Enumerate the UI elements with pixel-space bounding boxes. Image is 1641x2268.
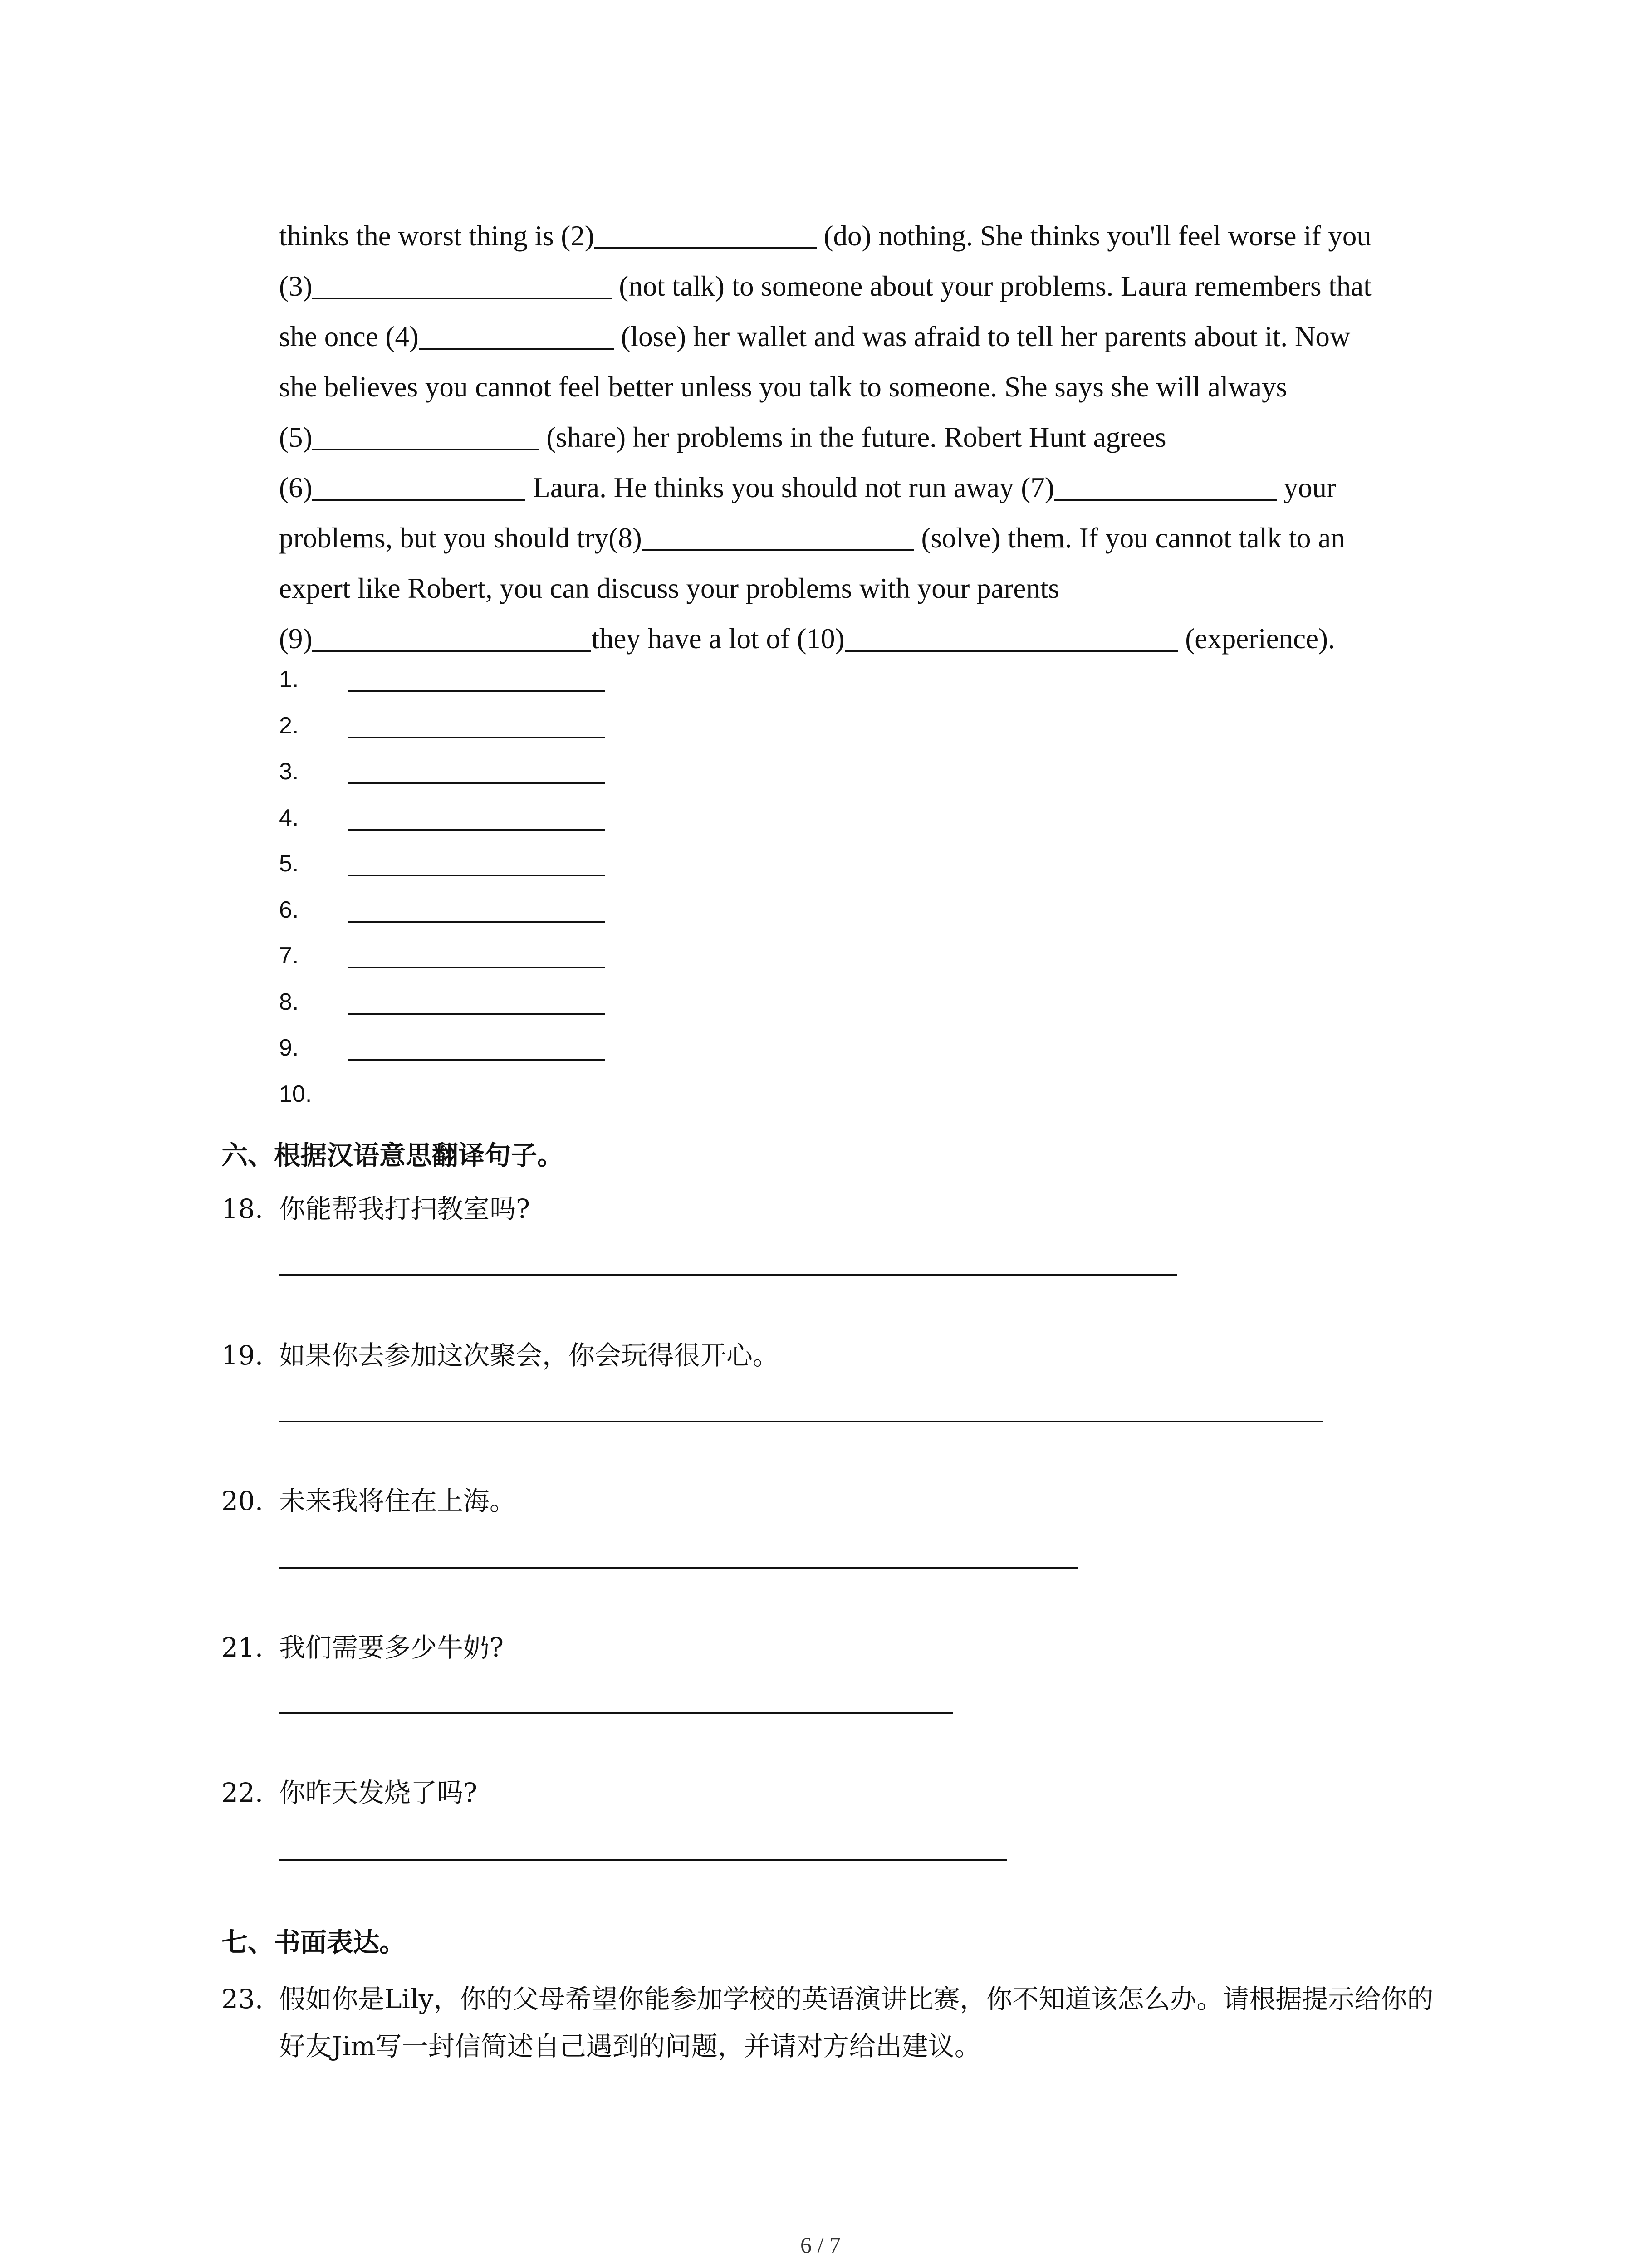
blank-3[interactable]	[312, 268, 612, 299]
question-18: 18. 你能帮我打扫教室吗?	[221, 1193, 530, 1224]
passage	[279, 211, 1459, 664]
blank-9[interactable]	[312, 620, 591, 652]
answer-line[interactable]	[348, 967, 605, 968]
answer-line[interactable]	[348, 737, 605, 738]
blank-8[interactable]	[642, 519, 914, 551]
passage-line: (5) (share) her problems in the future. Robert Hunt agrees	[279, 412, 1459, 463]
question-20: 20. 未来我将住在上海。	[221, 1486, 516, 1516]
passage-line: (6) Laura. He thinks you should not run away (7) your	[279, 463, 1459, 513]
blank-4[interactable]	[419, 318, 614, 350]
answer-line[interactable]	[348, 1013, 605, 1015]
answer-line[interactable]	[348, 921, 605, 923]
section-title-translation: 六、根据汉语意思翻译句子。	[221, 1140, 564, 1171]
blank-5[interactable]	[312, 419, 539, 450]
answer-line-22[interactable]	[279, 1859, 1007, 1861]
page-number: 6 / 7	[800, 2232, 841, 2258]
passage-line: she believes you cannot feel better unless you talk to someone. She says she will always	[279, 371, 1287, 403]
answer-line[interactable]	[348, 875, 605, 876]
answer-line[interactable]	[348, 690, 605, 692]
question-23: 23. 假如你是Lily，你的父母希望你能参加学校的英语演讲比赛，你不知道该怎么办。请根据提示给你的好友Jim写一封信简述自己遇到的问题，并请对方给出建议。	[221, 1984, 1434, 2062]
blank-2[interactable]	[594, 217, 817, 249]
passage-line: problems, but you should try(8) (solve) them. If you cannot talk to an	[279, 513, 1459, 563]
blank-7[interactable]	[1054, 469, 1277, 501]
passage-line: (9) they have a lot of (10) (experience).	[279, 614, 1459, 664]
answer-line-20[interactable]	[279, 1567, 1078, 1569]
answer-line-18[interactable]	[279, 1274, 1177, 1276]
passage-line: (3) (not talk) to someone about your problems. Laura remembers that	[279, 261, 1459, 312]
answer-line[interactable]	[348, 782, 605, 784]
passage-line: expert like Robert, you can discuss your problems with your parents	[279, 572, 1059, 604]
answer-line[interactable]	[348, 829, 605, 831]
question-19: 19. 如果你去参加这次聚会，你会玩得很开心。	[221, 1340, 779, 1371]
answer-line[interactable]	[348, 1059, 605, 1061]
passage-line: she once (4) (lose) her wallet and was afraid to tell her parents about it. Now	[279, 312, 1459, 362]
blank-6[interactable]	[312, 469, 525, 501]
section-title-writing: 七、书面表达。	[221, 1927, 406, 1958]
answer-line-19[interactable]	[279, 1421, 1323, 1422]
passage-line: thinks the worst thing is (2) (do) nothing. She thinks you'll feel worse if you	[279, 211, 1459, 261]
answer-line-21[interactable]	[279, 1712, 953, 1714]
question-22: 22. 你昨天发烧了吗?	[221, 1777, 478, 1808]
question-21: 21. 我们需要多少牛奶?	[221, 1632, 504, 1663]
blank-10[interactable]	[845, 620, 1178, 652]
